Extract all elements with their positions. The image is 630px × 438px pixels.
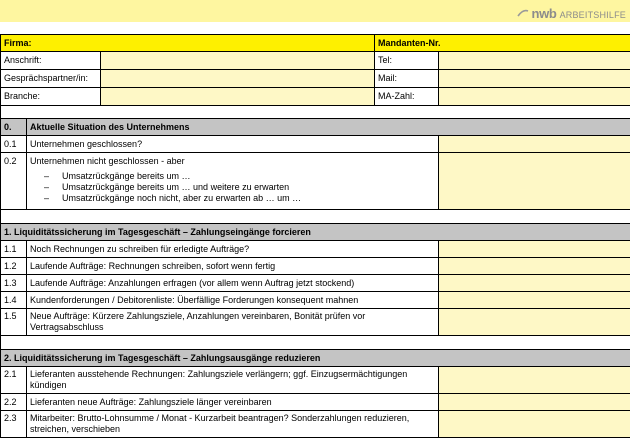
item-cell <box>27 153 439 210</box>
list-item: – Umsatzrückgänge noch nicht, aber zu erwarten ab … um … <box>44 193 435 204</box>
item-text: Laufende Aufträge: Anzahlungen erfragen (vor allem wenn Auftrag jetzt stockend) <box>27 275 439 292</box>
industry-label: Branche: <box>1 88 101 106</box>
table-row <box>1 309 630 336</box>
item-text: Lieferanten ausstehende Rechnungen: Zahlungsziele verlängern; ggf. Einzugsermächtigungen kündigen <box>27 367 439 394</box>
nwb-logo <box>517 6 626 20</box>
list-item: – Umsatzrückgänge bereits um … <box>44 171 435 182</box>
contact-input[interactable] <box>101 70 375 88</box>
mail-input[interactable] <box>439 70 630 88</box>
sub-list <box>44 171 435 204</box>
section-1-title: 1. Liquiditätssicherung im Tagesgeschäft – Zahlungseingänge forcieren <box>1 224 630 241</box>
item-number: 1.1 <box>1 241 27 258</box>
spacer-row <box>1 336 630 350</box>
answer-cell[interactable] <box>439 136 630 153</box>
employee-count-input[interactable] <box>439 88 630 106</box>
list-item: – Umsatzrückgänge bereits um … und weitere zu erwarten <box>44 182 435 193</box>
answer-cell[interactable] <box>439 292 630 309</box>
brand-subtitle: ARBEITSHILFE <box>560 10 626 20</box>
item-text: Laufende Aufträge: Rechnungen schreiben, sofort wenn fertig <box>27 258 439 275</box>
field-row <box>1 88 630 106</box>
table-row <box>1 394 630 411</box>
item-number: 2.3 <box>1 411 27 438</box>
field-row <box>1 52 630 70</box>
brand-name: nwb <box>531 6 556 21</box>
answer-cell[interactable] <box>439 153 630 210</box>
answer-cell[interactable] <box>439 275 630 292</box>
answer-cell[interactable] <box>439 394 630 411</box>
answer-cell[interactable] <box>439 411 630 438</box>
item-number: 1.3 <box>1 275 27 292</box>
table-row <box>1 411 630 438</box>
mandant-label: Mandanten-Nr. <box>375 35 630 52</box>
checklist-table <box>0 34 630 438</box>
answer-cell[interactable] <box>439 367 630 394</box>
item-text: Unternehmen nicht geschlossen - aber <box>30 156 435 167</box>
section-0-number: 0. <box>1 119 27 136</box>
item-number: 2.2 <box>1 394 27 411</box>
employee-count-label: MA-Zahl: <box>375 88 439 106</box>
top-banner <box>0 0 630 22</box>
answer-cell[interactable] <box>439 309 630 336</box>
item-number: 0.1 <box>1 136 27 153</box>
item-number: 0.2 <box>1 153 27 210</box>
item-text: Neue Aufträge: Kürzere Zahlungsziele, Anzahlungen vereinbaren, Bonität prüfen vor Vertragsabschluss <box>27 309 439 336</box>
table-row <box>1 367 630 394</box>
item-text: Noch Rechnungen zu schreiben für erledigte Aufträge? <box>27 241 439 258</box>
address-label: Anschrift: <box>1 52 101 70</box>
section-0-title: Aktuelle Situation des Unternehmens <box>27 119 630 136</box>
item-text: Unternehmen geschlossen? <box>27 136 439 153</box>
item-text: Lieferanten neue Aufträge: Zahlungsziele länger vereinbaren <box>27 394 439 411</box>
phone-label: Tel: <box>375 52 439 70</box>
table-row <box>1 258 630 275</box>
item-text: Kundenforderungen / Debitorenliste: Überfällige Forderungen konsequent mahnen <box>27 292 439 309</box>
mail-label: Mail: <box>375 70 439 88</box>
item-number: 1.4 <box>1 292 27 309</box>
table-row <box>1 153 630 210</box>
table-row <box>1 292 630 309</box>
section-0-header <box>1 119 630 136</box>
industry-input[interactable] <box>101 88 375 106</box>
item-number: 1.2 <box>1 258 27 275</box>
contact-label: Gesprächspartner/in: <box>1 70 101 88</box>
phone-input[interactable] <box>439 52 630 70</box>
section-2-header <box>1 350 630 367</box>
answer-cell[interactable] <box>439 241 630 258</box>
table-row <box>1 136 630 153</box>
firma-label: Firma: <box>1 35 375 52</box>
item-number: 1.5 <box>1 309 27 336</box>
swoosh-icon <box>517 8 529 18</box>
header-row <box>1 35 630 52</box>
table-row <box>1 241 630 258</box>
address-input[interactable] <box>101 52 375 70</box>
item-number: 2.1 <box>1 367 27 394</box>
section-2-title: 2. Liquiditätssicherung im Tagesgeschäft – Zahlungsausgänge reduzieren <box>1 350 630 367</box>
spacer-row <box>1 106 630 119</box>
item-text: Mitarbeiter: Brutto-Lohnsumme / Monat - Kurzarbeit beantragen? Sonderzahlungen reduzieren, streichen, verschieben <box>27 411 439 438</box>
table-row <box>1 275 630 292</box>
spacer-row <box>1 210 630 224</box>
section-1-header <box>1 224 630 241</box>
answer-cell[interactable] <box>439 258 630 275</box>
field-row <box>1 70 630 88</box>
